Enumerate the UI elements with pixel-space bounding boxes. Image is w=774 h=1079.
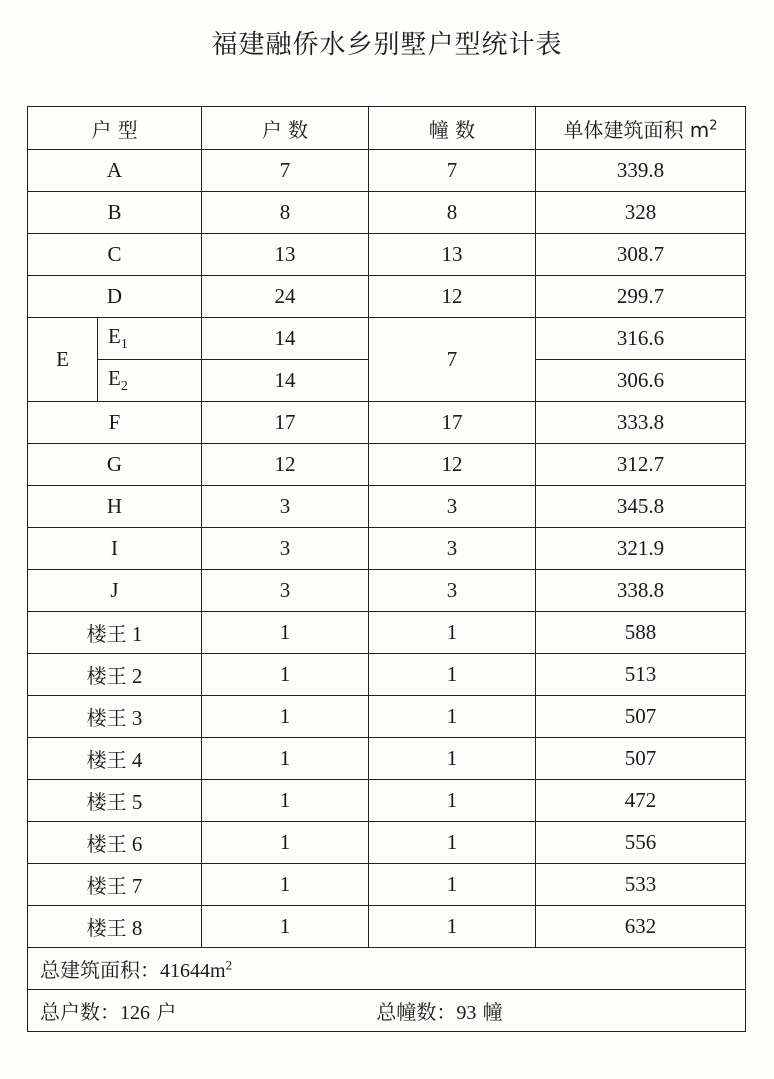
- buildings-cell: 3: [369, 570, 536, 612]
- households-cell: 3: [202, 570, 369, 612]
- table-row: [28, 864, 746, 906]
- households-cell: 14: [202, 318, 369, 360]
- households-cell: 3: [202, 486, 369, 528]
- buildings-cell: 1: [369, 864, 536, 906]
- type-cell: H: [28, 486, 202, 528]
- households-cell: 24: [202, 276, 369, 318]
- buildings-cell: 1: [369, 612, 536, 654]
- buildings-cell: 1: [369, 696, 536, 738]
- households-cell: 1: [202, 906, 369, 948]
- type-cell: A: [28, 150, 202, 192]
- buildings-cell: 3: [369, 528, 536, 570]
- table-row: [28, 444, 746, 486]
- area-cell: 507: [536, 738, 746, 780]
- header-buildings: 幢 数: [369, 107, 536, 150]
- area-cell: 513: [536, 654, 746, 696]
- households-cell: 1: [202, 696, 369, 738]
- type-cell: 楼王 7: [28, 864, 202, 906]
- households-cell: 7: [202, 150, 369, 192]
- type-cell: D: [28, 276, 202, 318]
- households-cell: 1: [202, 738, 369, 780]
- households-cell: 14: [202, 360, 369, 402]
- subtype-cell-e2: $E_2$: [98, 360, 202, 402]
- area-cell: 588: [536, 612, 746, 654]
- type-cell: G: [28, 444, 202, 486]
- type-cell: 楼王 8: [28, 906, 202, 948]
- type-cell-e: E: [28, 318, 98, 402]
- total-buildings: 总幢数：93 幢: [376, 1000, 503, 1024]
- area-cell: 316.6: [536, 318, 746, 360]
- area-cell: 299.7: [536, 276, 746, 318]
- table-row: [28, 738, 746, 780]
- households-cell: 17: [202, 402, 369, 444]
- households-cell: 8: [202, 192, 369, 234]
- total-area-cell: 总建筑面积：$41644m^2$: [28, 948, 746, 990]
- buildings-cell: 1: [369, 906, 536, 948]
- table-row: [28, 528, 746, 570]
- table-row: [28, 234, 746, 276]
- buildings-cell: 1: [369, 780, 536, 822]
- type-cell: J: [28, 570, 202, 612]
- buildings-cell: 12: [369, 444, 536, 486]
- type-cell: C: [28, 234, 202, 276]
- table-row: [28, 318, 746, 360]
- households-cell: 1: [202, 780, 369, 822]
- table-row: [28, 612, 746, 654]
- type-cell: B: [28, 192, 202, 234]
- area-cell: 632: [536, 906, 746, 948]
- buildings-cell: 1: [369, 654, 536, 696]
- area-cell: 333.8: [536, 402, 746, 444]
- page-title: 福建融侨水乡别墅户型统计表: [211, 30, 563, 60]
- area-cell: 308.7: [536, 234, 746, 276]
- table-row: [28, 822, 746, 864]
- header-type: 户 型: [28, 107, 202, 150]
- households-cell: 3: [202, 528, 369, 570]
- area-cell: 533: [536, 864, 746, 906]
- households-cell: 1: [202, 654, 369, 696]
- area-cell: 345.8: [536, 486, 746, 528]
- buildings-cell: 17: [369, 402, 536, 444]
- area-cell: 339.8: [536, 150, 746, 192]
- unit-type-table: [27, 106, 746, 1032]
- buildings-cell: 3: [369, 486, 536, 528]
- table-row: [28, 402, 746, 444]
- households-cell: 13: [202, 234, 369, 276]
- table-header-row: [28, 107, 746, 150]
- area-cell: 328: [536, 192, 746, 234]
- type-cell: 楼王 3: [28, 696, 202, 738]
- type-cell: I: [28, 528, 202, 570]
- total-households: 总户数：126 户: [40, 1000, 177, 1024]
- table-row: [28, 486, 746, 528]
- area-cell: 472: [536, 780, 746, 822]
- type-cell: 楼王 2: [28, 654, 202, 696]
- table-row: [28, 570, 746, 612]
- header-area: 单体建筑面积 $m^2$: [536, 107, 746, 150]
- buildings-cell: 12: [369, 276, 536, 318]
- buildings-cell: 7: [369, 150, 536, 192]
- area-cell: 306.6: [536, 360, 746, 402]
- area-cell: 556: [536, 822, 746, 864]
- buildings-cell: 8: [369, 192, 536, 234]
- header-households: 户 数: [202, 107, 369, 150]
- buildings-cell: 1: [369, 738, 536, 780]
- table-row: [28, 780, 746, 822]
- table-row: [28, 696, 746, 738]
- table-row: [28, 654, 746, 696]
- totals-cell: [28, 990, 746, 1032]
- table-row: [28, 192, 746, 234]
- area-cell: 312.7: [536, 444, 746, 486]
- table-row: [28, 906, 746, 948]
- table-row: [28, 150, 746, 192]
- type-cell: F: [28, 402, 202, 444]
- type-cell: 楼王 4: [28, 738, 202, 780]
- area-cell: 507: [536, 696, 746, 738]
- area-cell: 338.8: [536, 570, 746, 612]
- type-cell: 楼王 1: [28, 612, 202, 654]
- subtype-cell-e1: $E_1$: [98, 318, 202, 360]
- buildings-cell-e: 7: [369, 318, 536, 402]
- buildings-cell: 13: [369, 234, 536, 276]
- households-cell: 1: [202, 822, 369, 864]
- totals-row: [28, 990, 746, 1032]
- total-area-row: [28, 948, 746, 990]
- area-cell: 321.9: [536, 528, 746, 570]
- table-row: [28, 276, 746, 318]
- households-cell: 12: [202, 444, 369, 486]
- type-cell: 楼王 5: [28, 780, 202, 822]
- buildings-cell: 1: [369, 822, 536, 864]
- type-cell: 楼王 6: [28, 822, 202, 864]
- households-cell: 1: [202, 864, 369, 906]
- households-cell: 1: [202, 612, 369, 654]
